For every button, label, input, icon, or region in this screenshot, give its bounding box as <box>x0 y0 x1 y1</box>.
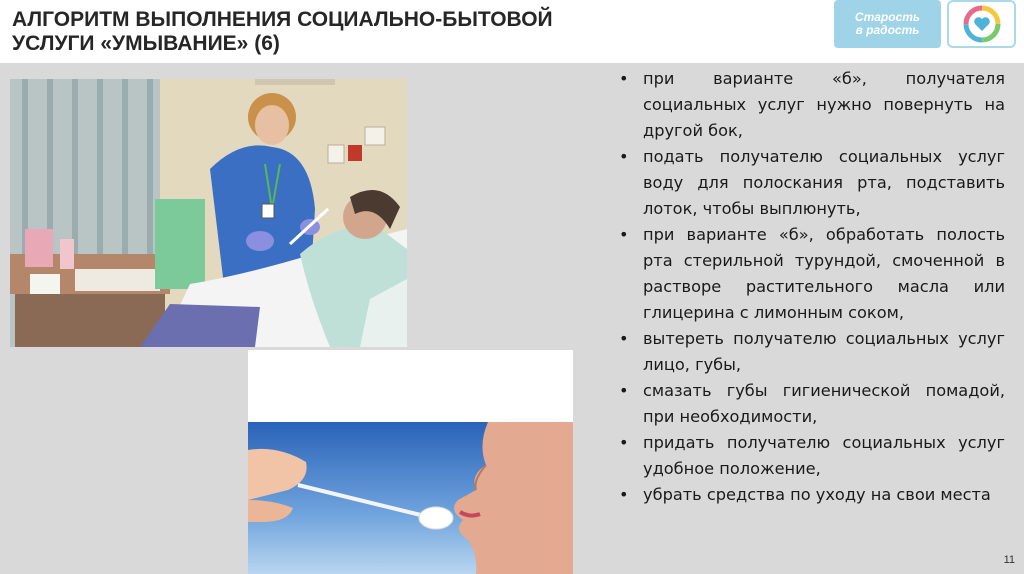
list-item: • при варианте «б», обработать полость рта стерильной турундой, смоченной в растворе растительного масла или глицерина с лимонным соком, <box>615 222 1005 326</box>
list-item: • при варианте «б», получателя социальных услуг нужно повернуть на другой бок, <box>615 66 1005 144</box>
nurse-patient-illustration <box>10 79 407 347</box>
logo-text-line-1: Старость <box>854 10 921 24</box>
list-item: • смазать губы гигиенической помадой, при необходимости, <box>615 378 1005 430</box>
slide-title-line-2: УСЛУГИ «УМЫВАНИЕ» (6) <box>12 32 280 55</box>
page-number: 11 <box>1003 554 1015 566</box>
nurse-patient-photo <box>10 79 407 347</box>
cotton-swab-lips-photo <box>248 350 573 574</box>
slide-title <box>12 8 553 56</box>
cotton-swab-illustration <box>248 350 573 574</box>
list-item: • убрать средства по уходу на свои места <box>615 482 1005 508</box>
heart-circle-icon <box>947 0 1016 48</box>
slide-title-line-1: АЛГОРИТМ ВЫПОЛНЕНИЯ СОЦИАЛЬНО-БЫТОВОЙ <box>12 8 553 31</box>
heart-circle-icon-graphic <box>962 4 1002 44</box>
list-item: • вытереть получателю социальных услуг лицо, губы, <box>615 326 1005 378</box>
starost-v-radost-logo <box>834 0 941 48</box>
logo-text-line-2: в радость <box>855 23 920 37</box>
procedure-steps-list <box>615 66 1005 508</box>
list-item: • придать получателю социальных услуг удобное положение, <box>615 430 1005 482</box>
slide-header <box>0 0 1024 63</box>
list-item: • подать получателю социальных услуг воду для полоскания рта, подставить лоток, чтобы выплюнуть, <box>615 144 1005 222</box>
